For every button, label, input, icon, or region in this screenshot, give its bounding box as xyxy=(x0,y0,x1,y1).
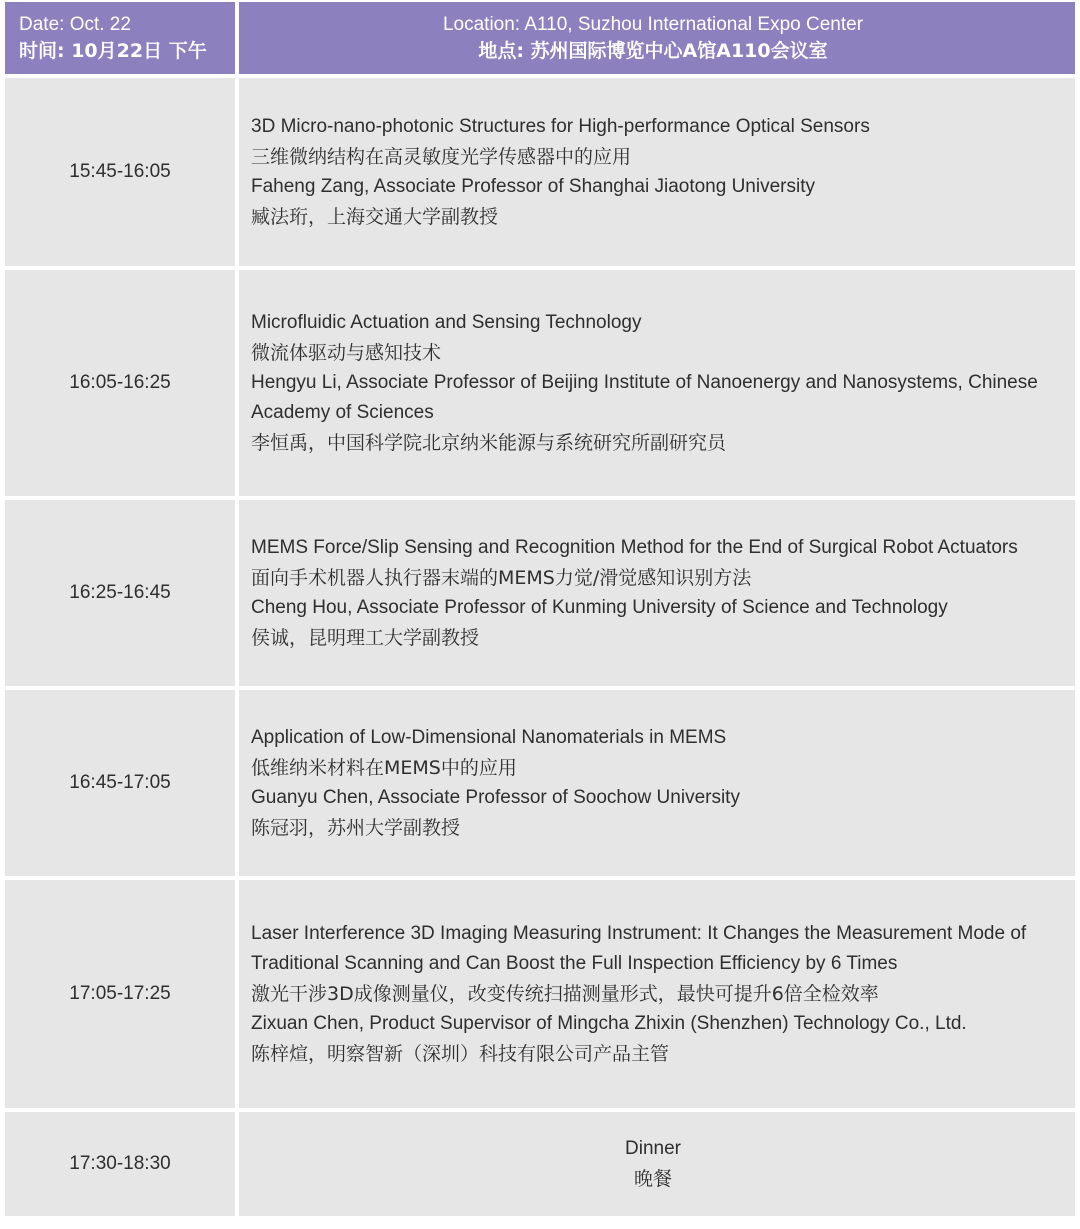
session-content xyxy=(239,690,1075,876)
dinner-content xyxy=(239,1112,1075,1216)
session-speaker-en: Faheng Zang, Associate Professor of Shanghai Jiaotong University xyxy=(251,176,815,197)
session-speaker-zh: 李恒禹，中国科学院北京纳米能源与系统研究所副研究员 xyxy=(251,432,727,454)
session-row xyxy=(5,270,1075,496)
session-title-en: Microfluidic Actuation and Sensing Technology xyxy=(251,312,642,333)
session-row xyxy=(5,880,1075,1108)
session-speaker-en: Hengyu Li, Associate Professor of Beijing Institute of Nanoenergy and Nanosystems, Chinese Academy of Sciences xyxy=(251,372,1038,423)
session-speaker-zh: 侯诚，昆明理工大学副教授 xyxy=(251,627,480,649)
session-speaker-zh: 陈梓煊，明察智新（深圳）科技有限公司产品主管 xyxy=(251,1043,670,1065)
session-speaker-en: Zixuan Chen, Product Supervisor of Mingcha Zhixin (Shenzhen) Technology Co., Ltd. xyxy=(251,1013,967,1034)
header-row xyxy=(5,2,1075,74)
session-row xyxy=(5,500,1075,686)
session-time: 16:05-16:25 xyxy=(5,270,235,496)
session-speaker-zh: 陈冠羽，苏州大学副教授 xyxy=(251,817,461,839)
schedule-table xyxy=(5,2,1075,1220)
session-content xyxy=(239,500,1075,686)
session-title-zh: 微流体驱动与感知技术 xyxy=(251,342,442,364)
session-content xyxy=(239,270,1075,496)
session-time: 16:25-16:45 xyxy=(5,500,235,686)
dinner-label-zh: 晚餐 xyxy=(633,1168,672,1190)
date-zh: 时间: 10月22日 下午 xyxy=(19,40,207,62)
session-row xyxy=(5,690,1075,876)
session-row xyxy=(5,78,1075,266)
date-header-cell xyxy=(5,2,235,74)
session-title-zh: 面向手术机器人执行器末端的MEMS力觉/滑觉感知识别方法 xyxy=(251,567,752,589)
session-time: 16:45-17:05 xyxy=(5,690,235,876)
date-en: Date: Oct. 22 xyxy=(19,14,131,35)
session-title-zh: 三维微纳结构在高灵敏度光学传感器中的应用 xyxy=(251,146,632,168)
session-speaker-en: Guanyu Chen, Associate Professor of Soochow University xyxy=(251,787,740,808)
location-zh: 地点: 苏州国际博览中心A馆A110会议室 xyxy=(478,40,828,62)
session-title-en: 3D Micro-nano-photonic Structures for High-performance Optical Sensors xyxy=(251,116,870,137)
session-content xyxy=(239,880,1075,1108)
session-content xyxy=(239,78,1075,266)
session-title-en: MEMS Force/Slip Sensing and Recognition Method for the End of Surgical Robot Actuators xyxy=(251,537,1018,558)
session-time: 17:05-17:25 xyxy=(5,880,235,1108)
dinner-row xyxy=(5,1112,1075,1216)
session-title-en: Laser Interference 3D Imaging Measuring Instrument: It Changes the Measurement Mode of Traditional Scanning and Can Boost the Full Inspection Efficiency by 6 Times xyxy=(251,923,1027,974)
session-speaker-zh: 臧法珩，上海交通大学副教授 xyxy=(251,206,499,228)
dinner-label-en: Dinner xyxy=(625,1138,681,1159)
session-title-zh: 激光干涉3D成像测量仪，改变传统扫描测量形式，最快可提升6倍全检效率 xyxy=(251,983,879,1005)
location-header-cell xyxy=(239,2,1075,74)
session-speaker-en: Cheng Hou, Associate Professor of Kunming University of Science and Technology xyxy=(251,597,948,618)
session-time: 15:45-16:05 xyxy=(5,78,235,266)
session-title-zh: 低维纳米材料在MEMS中的应用 xyxy=(251,757,517,779)
dinner-time: 17:30-18:30 xyxy=(5,1112,235,1216)
session-title-en: Application of Low-Dimensional Nanomaterials in MEMS xyxy=(251,727,727,748)
location-en: Location: A110, Suzhou International Expo Center xyxy=(442,14,864,35)
